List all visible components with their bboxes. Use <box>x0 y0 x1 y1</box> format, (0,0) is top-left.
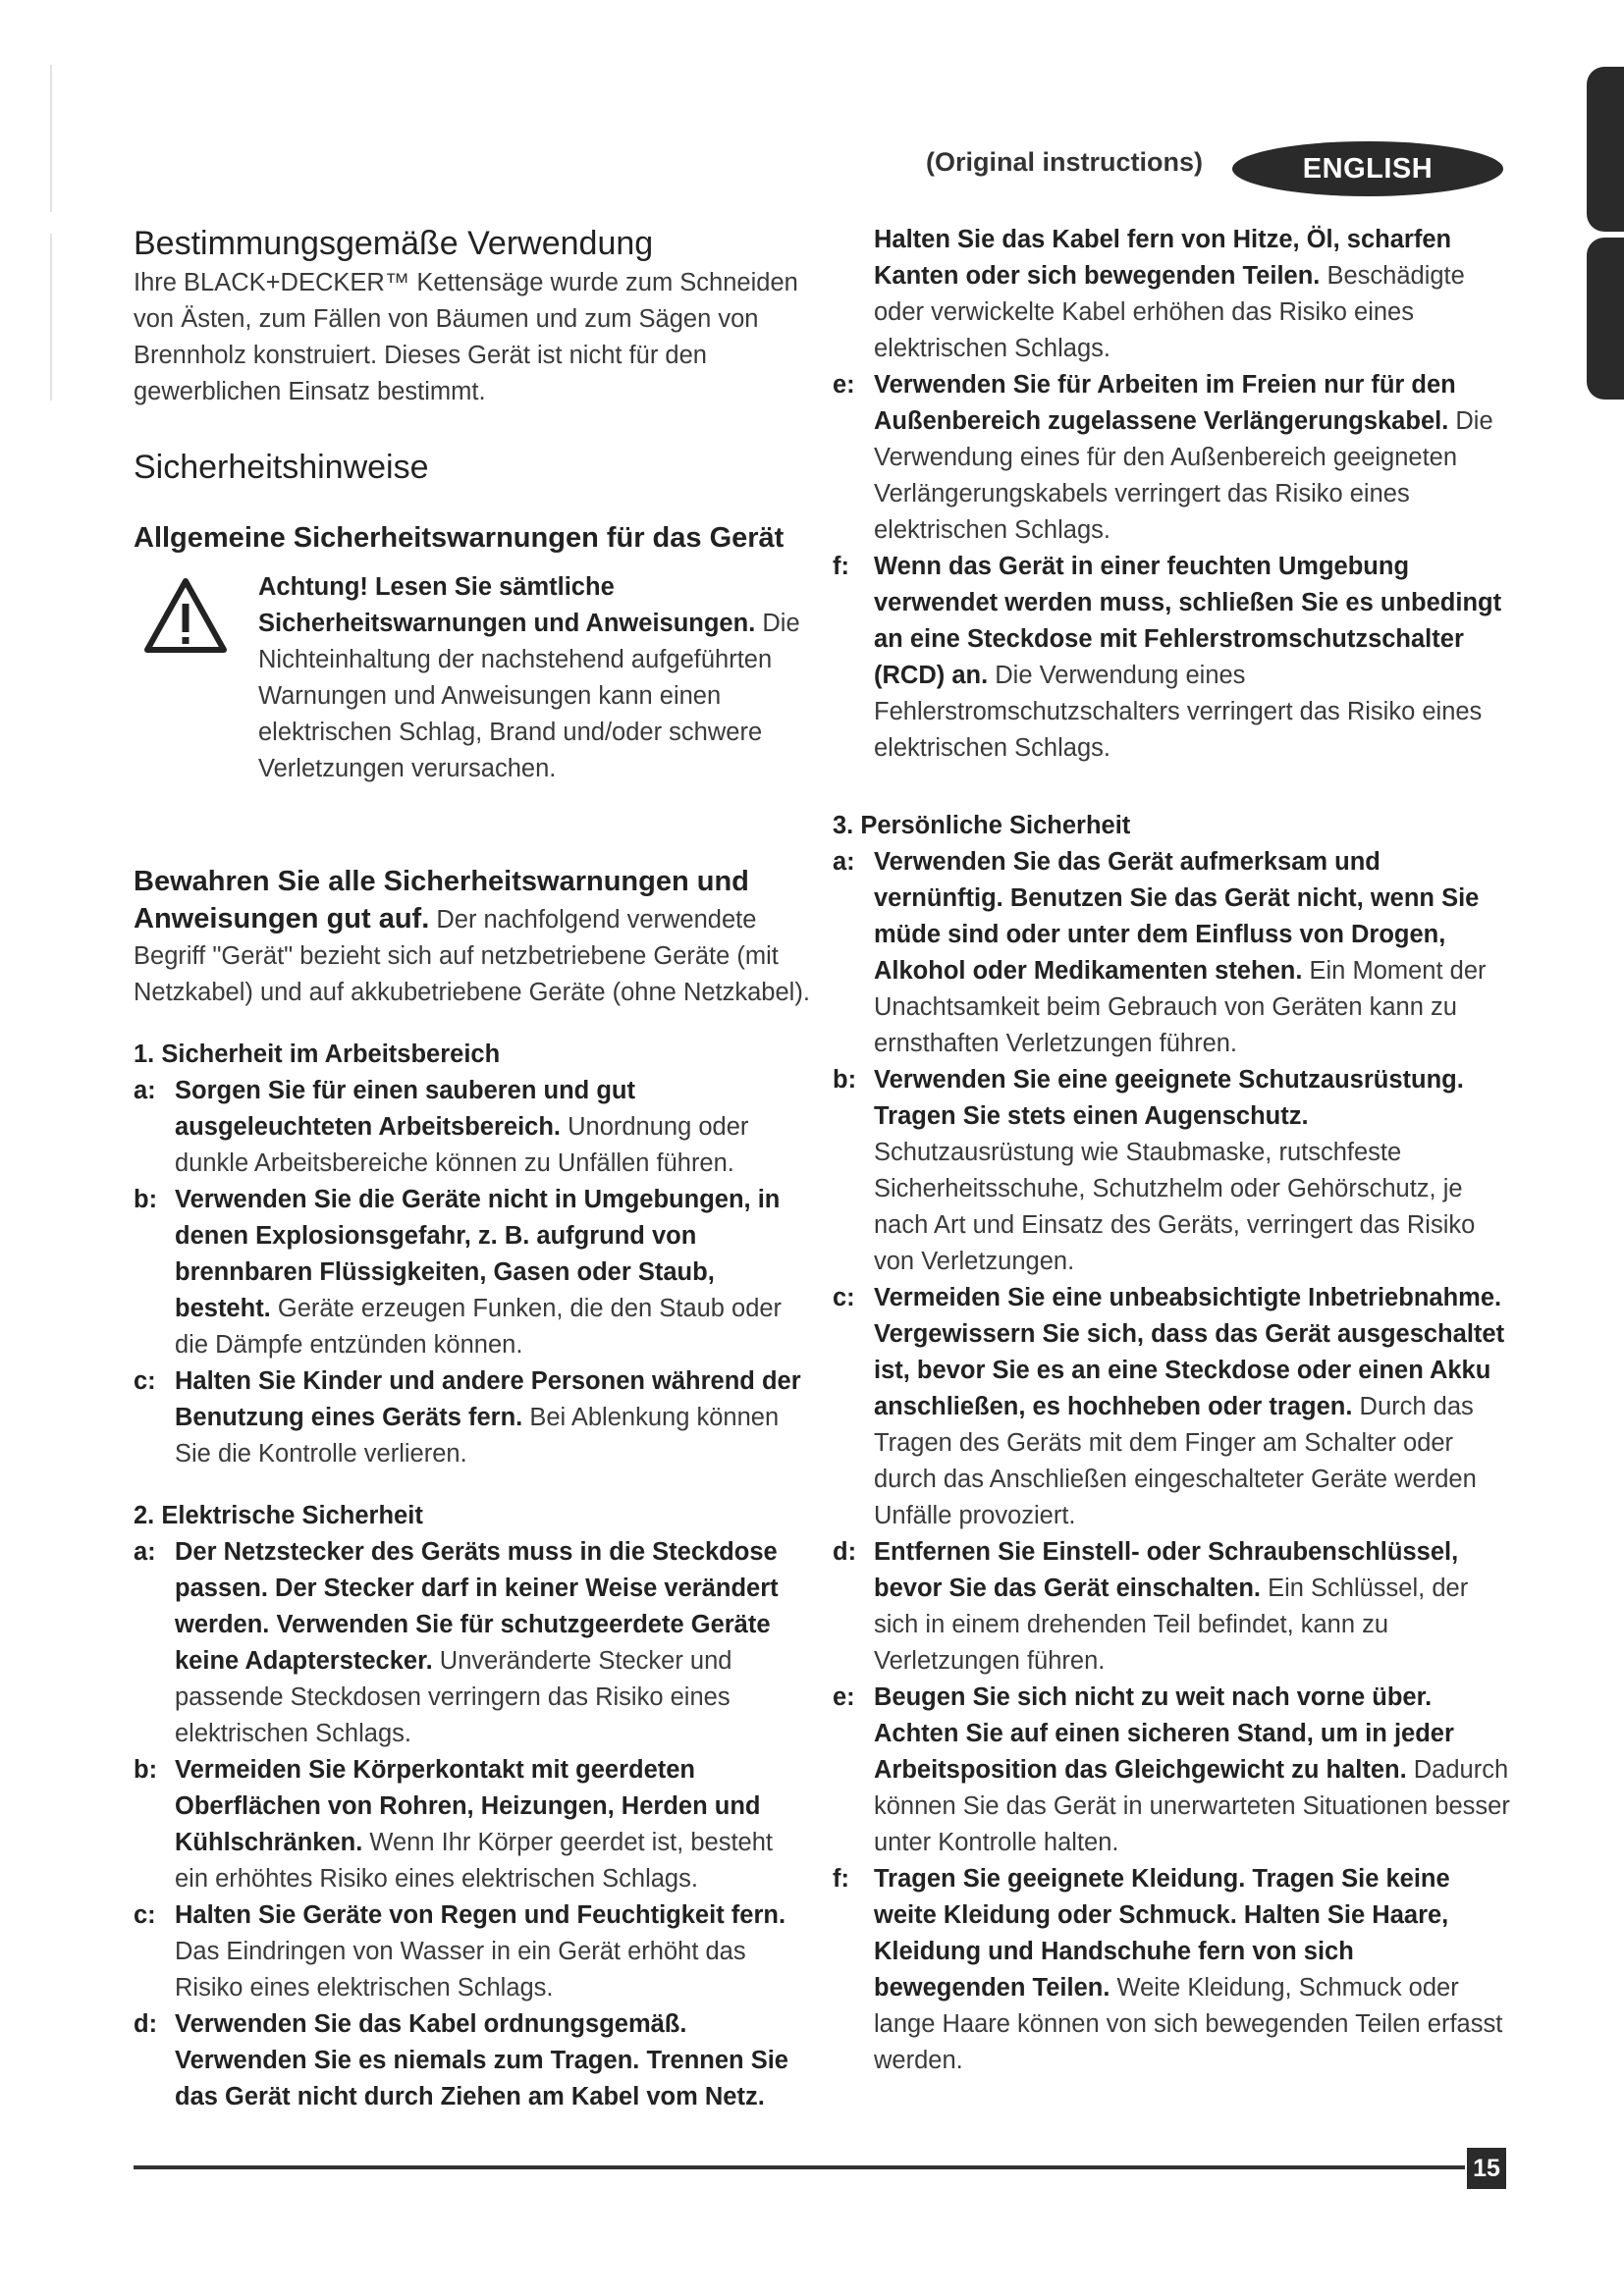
keep-instructions-text: Der nachfolgend verwendete Begriff "Gerät" bezieht sich auf netzbetriebene Geräte (mit Netzkabel) und auf akkubetriebene Geräte (ohne Netzkabel). <box>134 906 810 1006</box>
list-item: c: Vermeiden Sie eine unbeabsichtigte Inbetriebnahme. Vergewissern Sie sich, dass das Gerät ausgeschaltet ist, bevor Sie es an eine Steckdose oder einen Akku anschließen, es hochheben oder tragen. Durch das Tragen des Geräts mit dem Finger am Schalter oder durch das Anschließen eingeschalteter Geräte werden Unfälle provoziert. <box>833 1284 1505 1529</box>
left-column <box>134 222 811 2115</box>
safety-title: Sicherheitshinweise <box>134 449 429 486</box>
personal-safety-title: 3. Persönliche Sicherheit <box>833 812 1131 839</box>
list-item: b: Verwenden Sie die Geräte nicht in Umgebungen, in denen Explosionsgefahr, z. B. aufgrund von brennbaren Flüssigkeiten, Gasen oder Staub, besteht. Geräte erzeugen Funken, die den Staub oder die Dämpfe entzünden können. <box>134 1186 783 1359</box>
warning-text <box>258 569 811 787</box>
page-number: 15 <box>1467 2148 1506 2189</box>
list-item-continued: Halten Sie das Kabel fern von Hitze, Öl, scharfen Kanten oder sich bewegenden Teilen. Beschädigte oder verwickelte Kabel erhöhen das Risiko eines elektrischen Schlags. <box>874 226 1465 362</box>
general-warnings-title: Allgemeine Sicherheitswarnungen für das Gerät <box>134 522 785 554</box>
list-item: e: Beugen Sie sich nicht zu weit nach vorne über. Achten Sie auf einen sicheren Stand, um in jeder Arbeitsposition das Gleichgewicht zu halten. Dadurch können Sie das Gerät in unerwarteten Situationen besser unter Kontrolle halten. <box>833 1683 1510 1856</box>
list-item: b: Verwenden Sie eine geeignete Schutzausrüstung. Tragen Sie stets einen Augenschutz. Schutzausrüstung wie Staubmaske, rutschfeste Sicherheitsschuhe, Schutzhelm oder Gehörschutz, je nach Art und Einsatz des Geräts, verringert das Risiko von Verletzungen. <box>833 1066 1476 1275</box>
list-item: c: Halten Sie Geräte von Regen und Feuchtigkeit fern. Das Eindringen von Wasser in ein Gerät erhöht das Risiko eines elektrischen Schlags. <box>134 1901 786 2002</box>
margin-mark <box>50 234 52 400</box>
list-item: f: Tragen Sie geeignete Kleidung. Tragen Sie keine weite Kleidung oder Schmuck. Halten Sie Haare, Kleidung und Handschuhe fern von sich bewegenden Teilen. Weite Kleidung, Schmuck oder lange Haare können von sich bewegenden Teilen erfasst werden. <box>833 1865 1503 2074</box>
warning-bold: Achtung! Lesen Sie sämtliche Sicherheitswarnungen und Anweisungen. <box>258 573 756 637</box>
work-area-title: 1. Sicherheit im Arbeitsbereich <box>134 1041 501 1068</box>
list-item: d: Entfernen Sie Einstell- oder Schraubenschlüssel, bevor Sie das Gerät einschalten. Ein Schlüssel, der sich in einem drehenden Teil befindet, kann zu Verletzungen führen. <box>833 1538 1469 1675</box>
list-item: c: Halten Sie Kinder und andere Personen während der Benutzung eines Geräts fern. Bei Ablenkung können Sie die Kontrolle verlieren. <box>134 1367 801 1468</box>
language-badge: ENGLISH <box>1232 141 1503 196</box>
warning-block <box>134 569 811 787</box>
right-column <box>833 222 1510 2079</box>
original-instructions-label: (Original instructions) <box>926 147 1204 177</box>
list-item: d: Verwenden Sie das Kabel ordnungsgemäß. Verwenden Sie es niemals zum Tragen. Trennen Sie das Gerät nicht durch Ziehen am Kabel vom Netz. <box>134 2010 788 2110</box>
list-item: a: Der Netzstecker des Geräts muss in die Steckdose passen. Der Stecker darf in keiner Weise verändert werden. Verwenden Sie für schutzgeerdete Geräte keine Adapterstecker. Unveränderte Stecker und passende Steckdosen verringern das Risiko eines elektrischen Schlags. <box>134 1538 779 1747</box>
intended-use-text: Ihre BLACK+DECKER™ Kettensäge wurde zum Schneiden von Ästen, zum Fällen von Bäumen und zum Sägen von Brennholz konstruiert. Dieses Gerät ist nicht für den gewerblichen Einsatz bestimmt. <box>134 269 798 405</box>
footer-rule <box>134 2165 1465 2169</box>
electrical-title: 2. Elektrische Sicherheit <box>134 1502 423 1529</box>
list-item: e: Verwenden Sie für Arbeiten im Freien nur für den Außenbereich zugelassene Verlängerungskabel. Die Verwendung eines für den Außenbereich geeigneten Verlängerungskabels verringert das Risiko eines elektrischen Schlags. <box>833 371 1493 544</box>
list-item: b: Vermeiden Sie Körperkontakt mit geerdeten Oberflächen von Rohren, Heizungen, Herden und Kühlschränken. Wenn Ihr Körper geerdet ist, besteht ein erhöhtes Risiko eines elektrischen Schlags. <box>134 1756 773 1893</box>
warning-triangle-icon <box>143 577 228 654</box>
list-item: f: Wenn das Gerät in einer feuchten Umgebung verwendet werden muss, schließen Sie es unbedingt an eine Steckdose mit Fehlerstromschutzschalter (RCD) an. Die Verwendung eines Fehlerstromschutzschalters verringert das Risiko eines elektrischen Schlags. <box>833 553 1502 762</box>
keep-instructions-bold: Bewahren Sie alle Sicherheitswarnungen und Anweisungen gut auf. <box>134 866 749 934</box>
keep-instructions <box>134 864 811 1011</box>
side-tab-language <box>1587 238 1624 400</box>
margin-mark <box>50 65 52 212</box>
list-item: a: Verwenden Sie das Gerät aufmerksam und vernünftig. Benutzen Sie das Gerät nicht, wenn Sie müde sind oder unter dem Einfluss von Drogen, Alkohol oder Medikamenten stehen. Ein Moment der Unachtsamkeit beim Gebrauch von Geräten kann zu ernsthaften Verletzungen führen. <box>833 848 1487 1057</box>
warning-body: Die Nichteinhaltung der nachstehend aufgeführten Warnungen und Anweisungen kann einen elektrischen Schlag, Brand und/oder schwere Verletzungen verursachen. <box>258 610 800 782</box>
side-tab <box>1587 67 1624 232</box>
list-item: a: Sorgen Sie für einen sauberen und gut ausgeleuchteten Arbeitsbereich. Unordnung oder dunkle Arbeitsbereiche können zu Unfällen führen. <box>134 1077 749 1177</box>
intended-use-title: Bestimmungsgemäße Verwendung <box>134 225 654 262</box>
